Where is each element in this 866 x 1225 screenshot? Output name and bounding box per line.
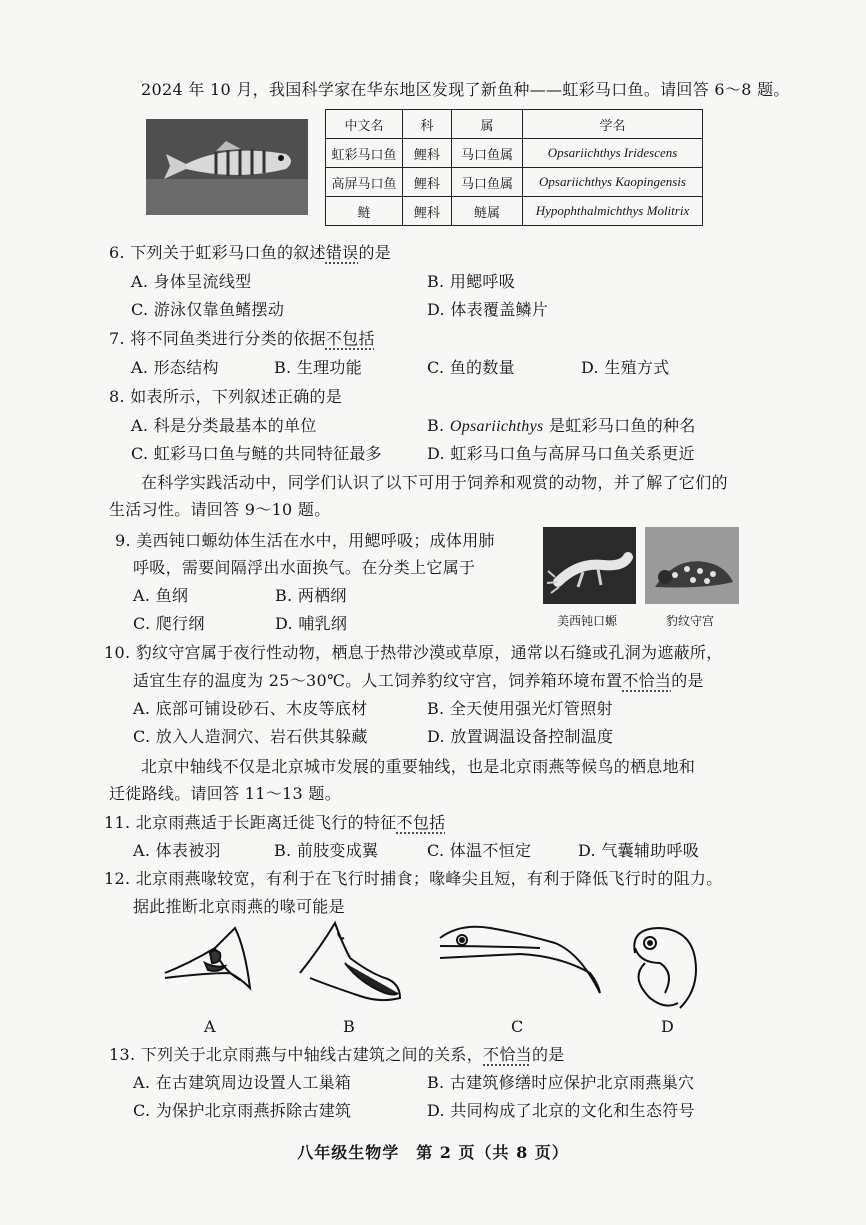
intro-pets-line1: 在科学实践活动中，同学们认识了以下可用于饲养和观赏的动物，并了解了它们的 xyxy=(141,473,728,492)
table-header-cell: 中文名 xyxy=(326,110,403,139)
q12-stem-line1: 12. 北京雨燕喙较宽，有利于在飞行时捕食；喙峰尖且短，有利于降低飞行时的阻力。 xyxy=(104,869,723,888)
table-cell: 鲢属 xyxy=(452,197,523,226)
q9-stem-line1: 9. 美西钝口螈幼体生活在水中，用鳃呼吸；成体用肺 xyxy=(115,531,495,550)
q6-emphasis: 错误 xyxy=(325,243,359,262)
q7-option-d: D. 生殖方式 xyxy=(581,358,670,377)
axolotl-caption: 美西钝口螈 xyxy=(557,614,618,628)
table-row xyxy=(326,168,703,197)
table-row xyxy=(326,139,703,168)
q8-option-b-text: 是虹彩马口鱼的种名 xyxy=(543,416,696,435)
table-cell: 马口鱼属 xyxy=(452,168,523,197)
q9-option-b: B. 两栖纲 xyxy=(275,586,347,605)
q10-option-c: C. 放入人造洞穴、岩石供其躲藏 xyxy=(133,727,368,746)
q13-option-c: C. 为保护北京雨燕拆除古建筑 xyxy=(133,1101,352,1120)
q11-option-d: D. 气囊辅助呼吸 xyxy=(578,841,700,860)
q6-option-b: B. 用鳃呼吸 xyxy=(427,272,516,291)
table-cell: 虹彩马口鱼 xyxy=(326,139,403,168)
beak-c-drawing xyxy=(440,927,600,993)
table-cell: 鲤科 xyxy=(403,139,452,168)
q7-stem xyxy=(109,329,375,349)
q10-stem-text: 适宜生存的温度为 25～30℃。人工饲养豹纹守宫，饲养箱环境布置 xyxy=(133,671,623,690)
q9-option-d: D. 哺乳纲 xyxy=(275,614,348,633)
q10-emphasis: 不恰当 xyxy=(622,671,672,690)
table-header-cell: 属 xyxy=(452,110,523,139)
table-cell: Hypophthalmichthys Molitrix xyxy=(523,197,703,226)
q6-stem-end: 的是 xyxy=(358,243,392,262)
q10-stem-end: 的是 xyxy=(671,671,704,690)
q8-genus-name: Opsariichthys xyxy=(449,418,544,435)
table-cell: 高屏马口鱼 xyxy=(326,168,403,197)
q13-stem-text: 13. 下列关于北京雨燕与中轴线古建筑之间的关系， xyxy=(109,1045,484,1064)
q13-emphasis: 不恰当 xyxy=(483,1045,532,1064)
fish-illustration xyxy=(146,119,308,215)
table-row xyxy=(326,197,703,226)
q11-stem xyxy=(104,813,445,833)
table-cell: Opsariichthys Iridescens xyxy=(523,139,703,168)
q7-option-a: A. 形态结构 xyxy=(131,358,219,377)
q10-stem-line2 xyxy=(133,671,704,691)
table-cell: 鲤科 xyxy=(403,168,452,197)
q13-stem xyxy=(109,1045,565,1065)
q6-option-c: C. 游泳仅靠鱼鳍摆动 xyxy=(131,300,285,319)
table-cell: 鲢 xyxy=(326,197,403,226)
q6-stem-text: 6. 下列关于虹彩马口鱼的叙述 xyxy=(109,243,326,262)
beak-b-drawing xyxy=(300,923,400,1000)
q8-option-c: C. 虹彩马口鱼与鲢的共同特征最多 xyxy=(131,444,382,463)
q6-option-a: A. 身体呈流线型 xyxy=(131,272,252,291)
axolotl-photo xyxy=(543,527,636,604)
q10-stem-line1: 10. 豹纹守宫属于夜行性动物，栖息于热带沙漠或草原，通常以石缝或孔洞为遮蔽所， xyxy=(104,643,723,662)
q11-emphasis: 不包括 xyxy=(396,813,446,832)
beak-label-a: A xyxy=(204,1017,216,1036)
q11-stem-text: 11. 北京雨燕适于长距离迁徙飞行的特征 xyxy=(104,813,397,832)
intro-swift-line2: 迁徙路线。请回答 11～13 题。 xyxy=(109,784,341,803)
table-cell: 马口鱼属 xyxy=(452,139,523,168)
q13-option-d: D. 共同构成了北京的文化和生态符号 xyxy=(427,1101,695,1120)
q11-option-a: A. 体表被羽 xyxy=(133,841,221,860)
q7-emphasis: 不包括 xyxy=(325,329,375,348)
q8-stem: 8. 如表所示，下列叙述正确的是 xyxy=(109,387,343,406)
gecko-photo xyxy=(645,527,739,604)
intro-fish: 2024 年 10 月，我国科学家在华东地区发现了新鱼种——虹彩马口鱼。请回答 6～8 题。 xyxy=(141,80,790,99)
intro-swift-line1: 北京中轴线不仅是北京城市发展的重要轴线，也是北京雨燕等候鸟的栖息地和 xyxy=(141,757,696,776)
table-header-cell: 科 xyxy=(403,110,452,139)
q8-option-a: A. 科是分类最基本的单位 xyxy=(131,416,317,435)
q8-option-b xyxy=(427,416,696,437)
page-footer: 八年级生物学 第 2 页（共 8 页） xyxy=(297,1143,569,1162)
axolotl-illustration xyxy=(543,527,636,604)
q13-stem-end: 的是 xyxy=(531,1045,565,1064)
fish-photo xyxy=(146,119,308,215)
beak-label-c: C xyxy=(511,1017,524,1036)
q6-stem xyxy=(109,243,391,263)
q10-option-b: B. 全天使用强光灯管照射 xyxy=(427,699,613,718)
gecko-caption: 豹纹守宫 xyxy=(666,614,715,628)
beak-d-drawing xyxy=(634,928,696,1008)
q7-option-b: B. 生理功能 xyxy=(274,358,363,377)
beak-label-d: D xyxy=(661,1017,675,1036)
q11-option-c: C. 体温不恒定 xyxy=(427,841,532,860)
q13-option-b: B. 古建筑修缮时应保护北京雨燕巢穴 xyxy=(427,1073,695,1092)
beak-figures xyxy=(160,918,720,1018)
q9-stem-line2: 呼吸，需要间隔浮出水面换气。在分类上它属于 xyxy=(133,558,476,577)
q11-option-b: B. 前肢变成翼 xyxy=(274,841,379,860)
q12-stem-line2: 据此推断北京雨燕的喙可能是 xyxy=(133,897,345,916)
q7-option-c: C. 鱼的数量 xyxy=(427,358,515,377)
table-cell: Opsariichthys Kaopingensis xyxy=(523,168,703,197)
table-cell: 鲤科 xyxy=(403,197,452,226)
q8-option-d: D. 虹彩马口鱼与高屏马口鱼关系更近 xyxy=(427,444,695,463)
beak-label-b: B xyxy=(343,1017,356,1036)
table-header-row xyxy=(326,110,703,139)
table-header-cell: 学名 xyxy=(523,110,703,139)
intro-pets-line2: 生活习性。请回答 9～10 题。 xyxy=(109,500,331,519)
q8-option-b-label: B. xyxy=(427,416,450,435)
q13-option-a: A. 在古建筑周边设置人工巢箱 xyxy=(133,1073,352,1092)
q6-option-d: D. 体表覆盖鳞片 xyxy=(427,300,549,319)
beak-a-drawing xyxy=(165,928,250,988)
q9-option-c: C. 爬行纲 xyxy=(133,614,205,633)
q10-option-d: D. 放置调温设备控制温度 xyxy=(427,727,614,746)
q9-option-a: A. 鱼纲 xyxy=(133,586,189,605)
gecko-illustration xyxy=(645,527,739,604)
q7-stem-text: 7. 将不同鱼类进行分类的依据 xyxy=(109,329,326,348)
q10-option-a: A. 底部可铺设砂石、木皮等底材 xyxy=(133,699,368,718)
taxonomy-table xyxy=(325,109,703,226)
